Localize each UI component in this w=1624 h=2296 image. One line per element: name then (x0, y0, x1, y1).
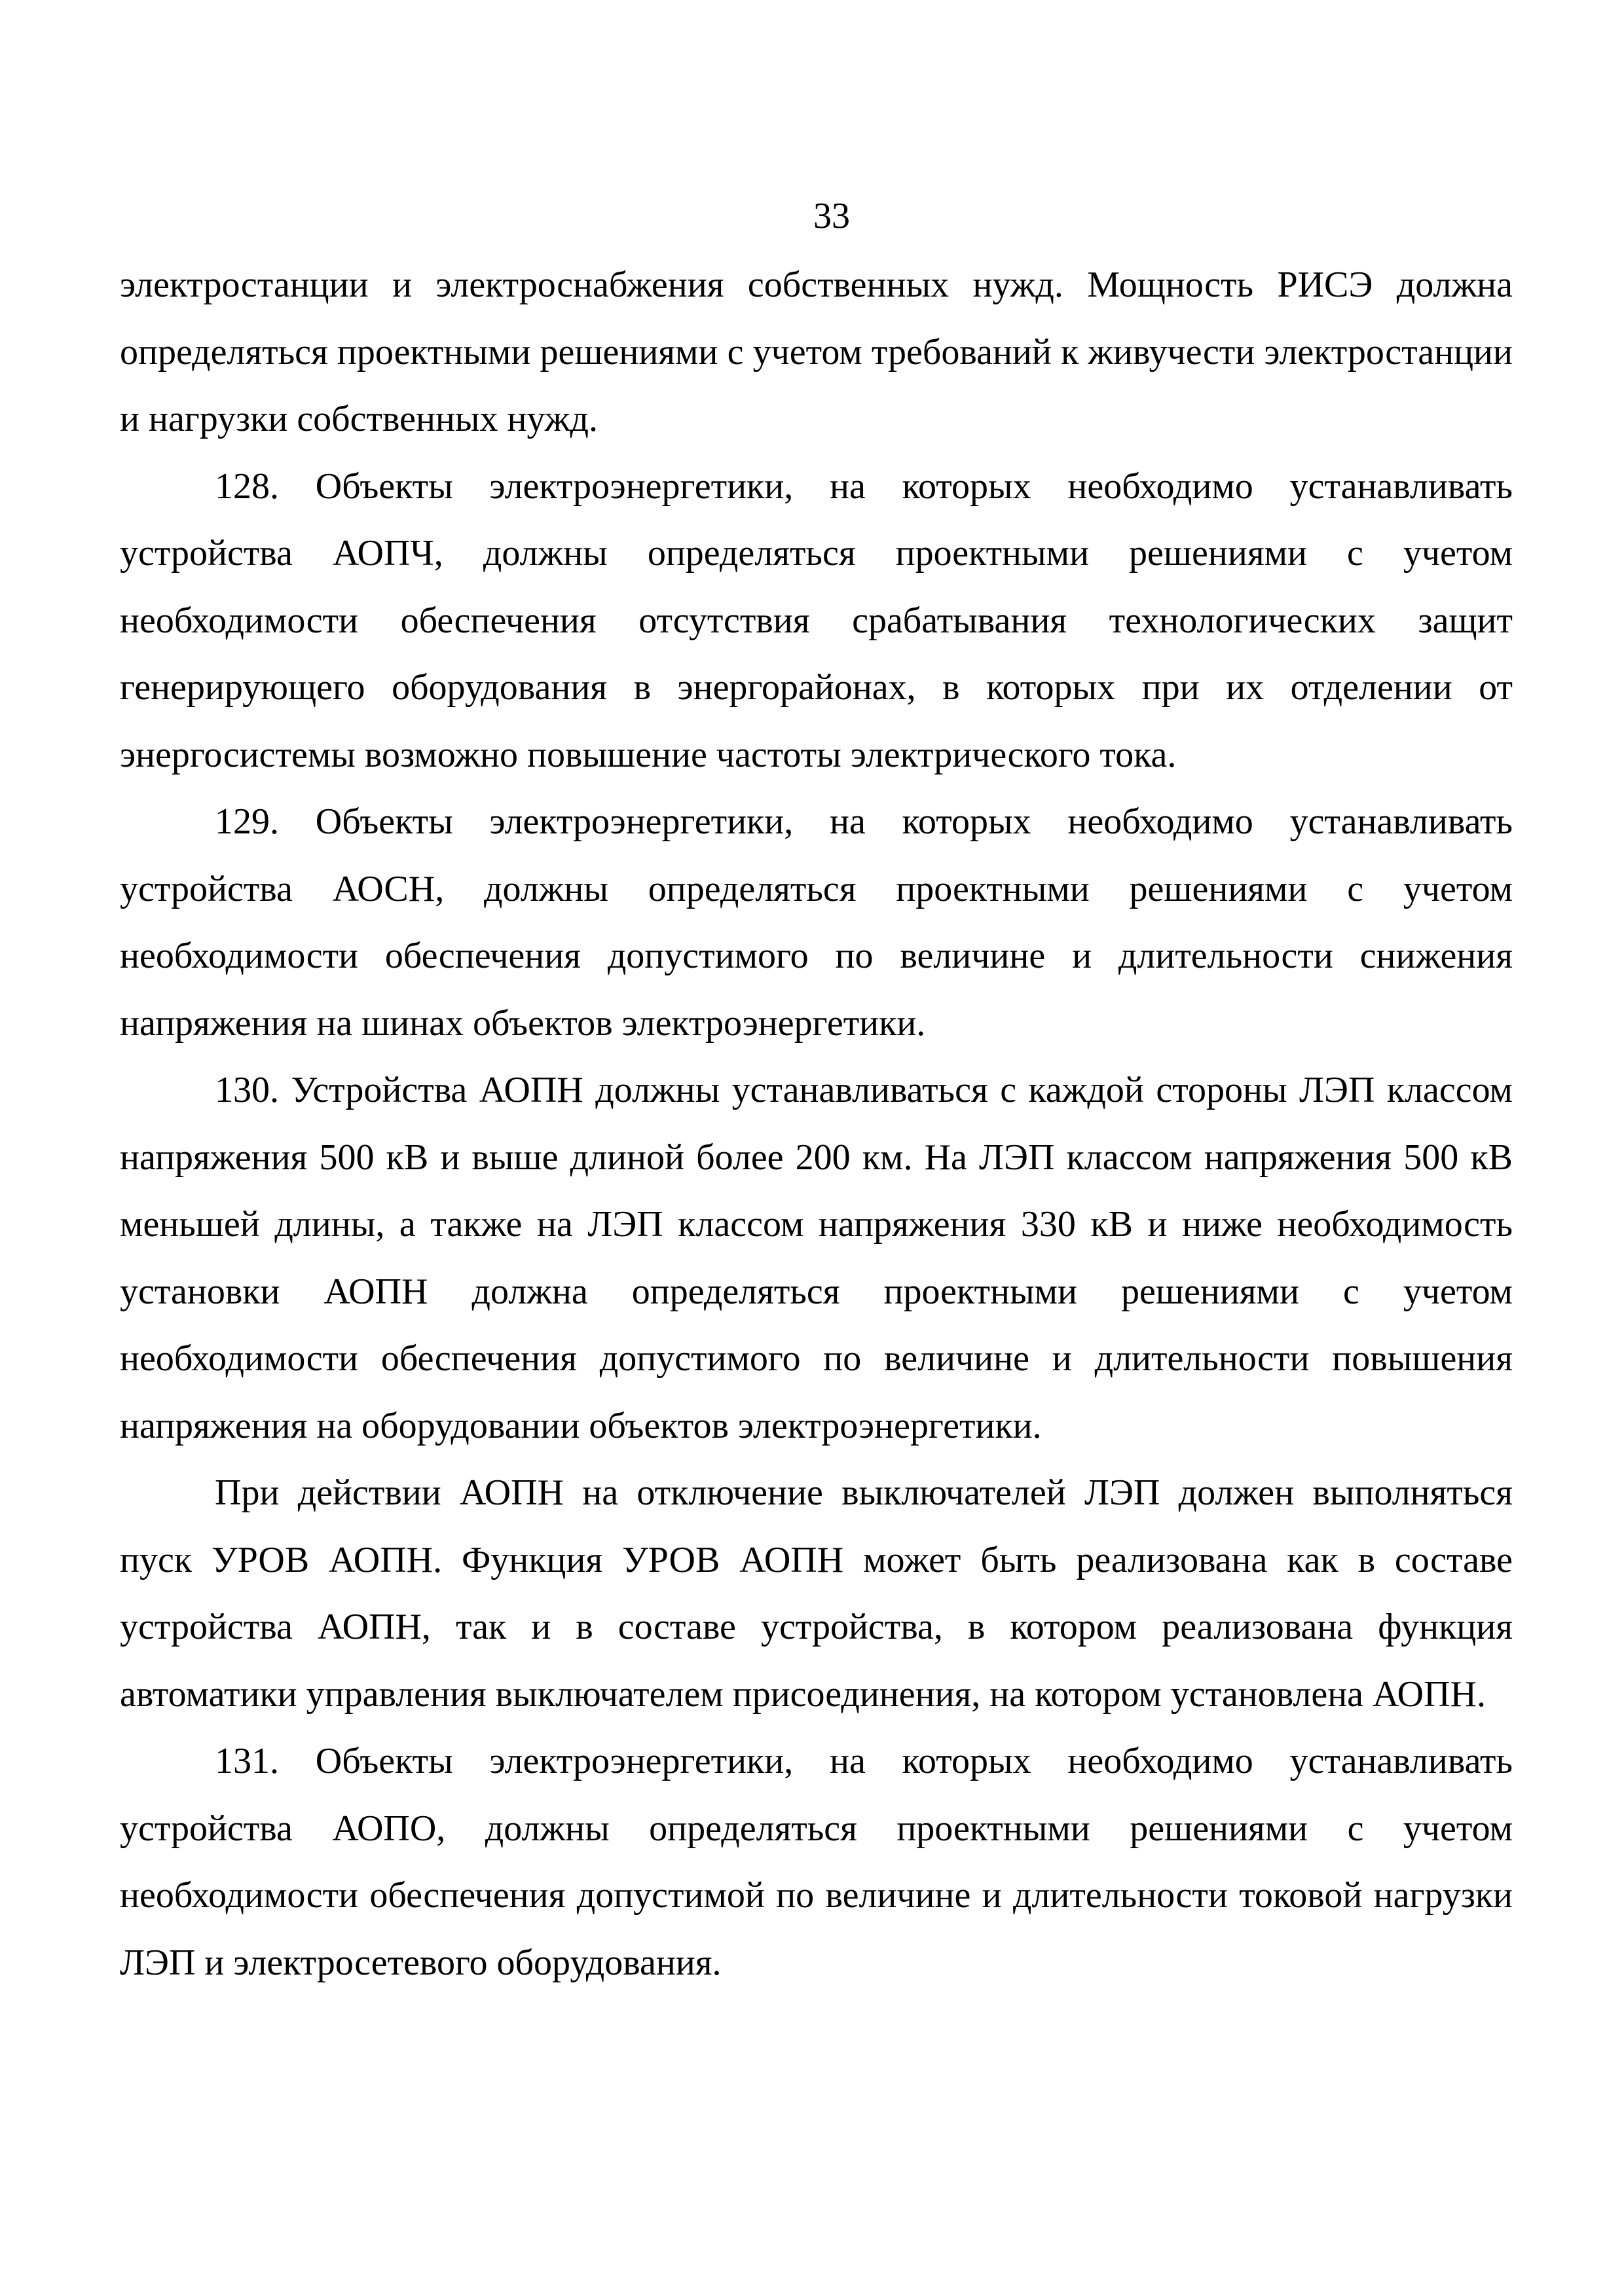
paragraph-continuation: электростанции и электроснабжения собственных нужд. Мощность РИСЭ должна определяться проектными решениями с учетом требований к живучести электростанции и нагрузки собственных нужд. (120, 264, 1513, 439)
paragraph-128: 128. Объекты электроэнергетики, на которых необходимо устанавливать устройства АОПЧ, должны определяться проектными решениями с учетом необходимости обеспечения отсутствия срабатывания технологических защит генерирующего оборудования в энергорайонах, в которых при их отделении от энергосистемы возможно повышение частоты электрического тока. (120, 465, 1513, 775)
paragraph-130-urov: При действии АОПН на отключение выключателей ЛЭП должен выполняться пуск УРОВ АОПН. Функция УРОВ АОПН может быть реализована как в составе устройства АОПН, так и в составе устройства, в котором реализована функция автоматики управления выключателем присоединения, на котором установлена АОПН. (120, 1472, 1513, 1715)
paragraph-129: 129. Объекты электроэнергетики, на которых необходимо устанавливать устройства АОСН, должны определяться проектными решениями с учетом необходимости обеспечения допустимого по величине и длительности снижения напряжения на шинах объектов электроэнергетики. (120, 801, 1513, 1044)
document-body (120, 251, 1513, 1996)
paragraph-131: 131. Объекты электроэнергетики, на которых необходимо устанавливать устройства АОПО, должны определяться проектными решениями с учетом необходимости обеспечения допустимой по величине и длительности токовой нагрузки ЛЭП и электросетевого оборудования. (120, 1741, 1513, 1983)
paragraph-130: 130. Устройства АОПН должны устанавливаться с каждой стороны ЛЭП классом напряжения 500 кВ и выше длиной более 200 км. На ЛЭП классом напряжения 500 кВ меньшей длины, а также на ЛЭП классом напряжения 330 кВ и ниже необходимость установки АОПН должна определяться проектными решениями с учетом необходимости обеспечения допустимого по величине и длительности повышения напряжения на оборудовании объектов электроэнергетики. (120, 1070, 1513, 1446)
page-number: 33 (813, 196, 850, 236)
